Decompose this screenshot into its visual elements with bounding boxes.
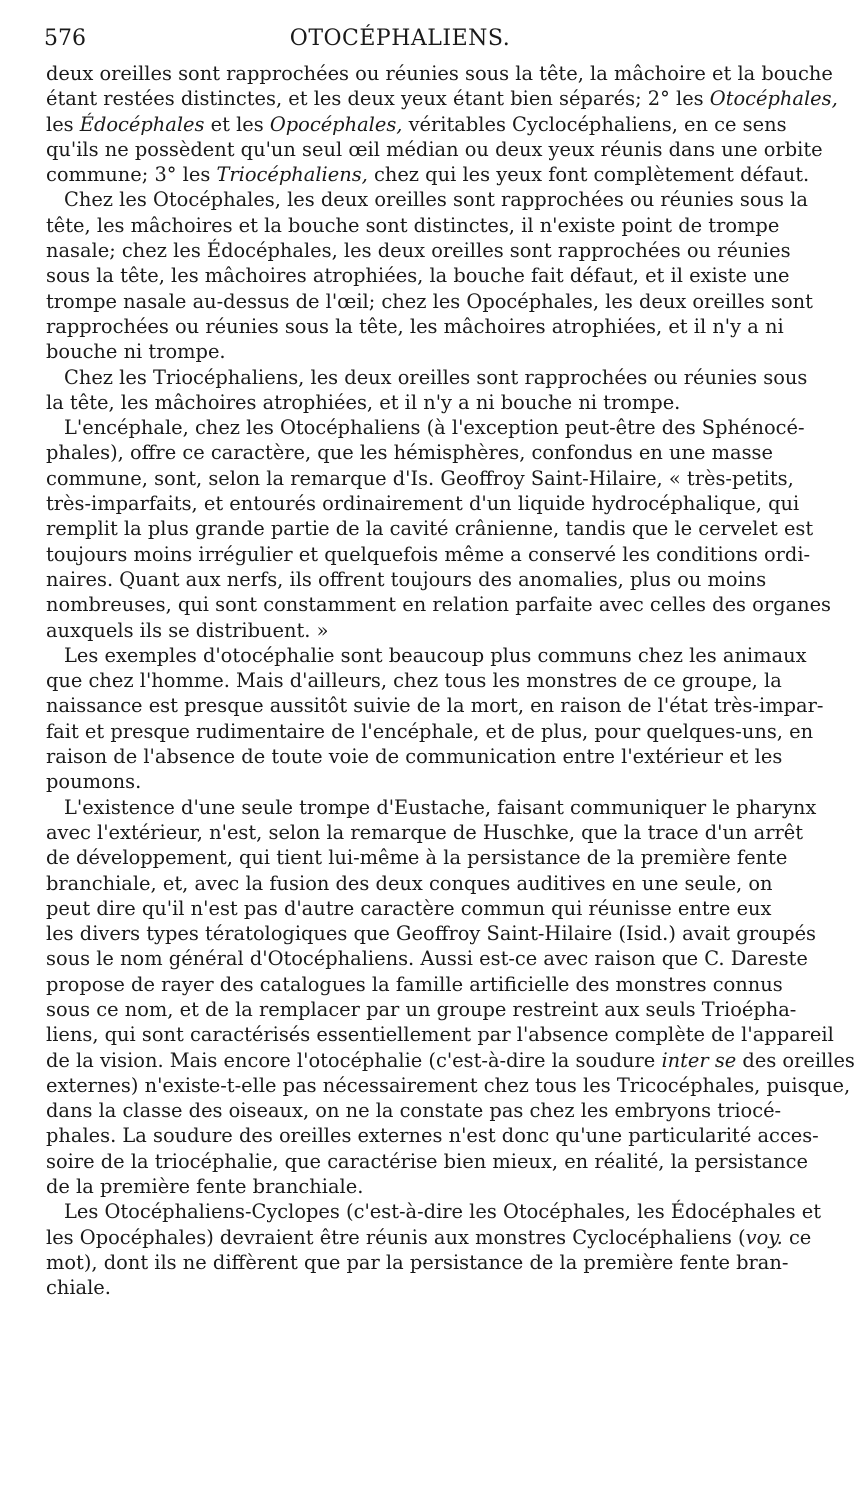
text-line: mot), dont ils ne diffèrent que par la persistance de la première fente bran- <box>46 1250 789 1274</box>
text-line: remplit la plus grande partie de la cavité crânienne, tandis que le cervelet est <box>46 517 814 541</box>
text-line: de développement, qui tient lui-même à la persistance de la première fente <box>46 846 788 870</box>
text-line: Les exemples d'otocéphalie sont beaucoup plus communs chez les animaux <box>64 643 807 667</box>
text-line: chiale. <box>46 1276 111 1300</box>
text-line: commune; 3° les Triocéphaliens, chez qui les yeux font complètement défaut. <box>46 163 810 187</box>
text-line: raison de l'absence de toute voie de communication entre l'extérieur et les <box>46 745 783 769</box>
text-line: Les Otocéphaliens-Cyclopes (c'est-à-dire les Otocéphales, les Édocéphales et <box>64 1200 821 1224</box>
text-line: propose de rayer des catalogues la famille artificielle des monstres connus <box>46 972 783 996</box>
text-line: L'existence d'une seule trompe d'Eustache, faisant communiquer le pharynx <box>64 795 817 819</box>
text-line: peut dire qu'il n'est pas d'autre caractère commun qui réunisse entre eux <box>46 896 772 920</box>
text-line: trompe nasale au-dessus de l'œil; chez les Opocéphales, les deux oreilles sont <box>46 289 813 313</box>
text-line: toujours moins irrégulier et quelquefois même a conservé les conditions ordi- <box>46 542 811 566</box>
text-line: de la vision. Mais encore l'otocéphalie (c'est-à-dire la soudure inter se des oreilles <box>46 1048 855 1072</box>
text-line: nasale; chez les Édocéphales, les deux oreilles sont rapprochées ou réunies <box>46 239 791 263</box>
text-line: sous le nom général d'Otocéphaliens. Aussi est-ce avec raison que C. Dareste <box>46 947 808 971</box>
text-line: la tête, les mâchoires atrophiées, et il n'y a ni bouche ni trompe. <box>46 390 681 414</box>
running-title: OTOCÉPHALIENS. <box>289 26 511 51</box>
text-line: L'encéphale, chez les Otocéphaliens (à l'exception peut-être des Sphénocé- <box>64 416 805 440</box>
text-line: tête, les mâchoires et la bouche sont distinctes, il n'existe point de trompe <box>46 213 780 237</box>
text-line: de la première fente branchiale. <box>46 1175 364 1199</box>
text-line: soire de la triocéphalie, que caractérise bien mieux, en réalité, la persistance <box>46 1149 808 1173</box>
text-line: sous ce nom, et de la remplacer par un groupe restreint aux seuls Trioépha- <box>46 997 797 1021</box>
text-line: Chez les Triocéphaliens, les deux oreilles sont rapprochées ou réunies sous <box>64 365 808 389</box>
text-line: nombreuses, qui sont constamment en relation parfaite avec celles des organes <box>46 593 831 617</box>
page-header <box>44 26 756 66</box>
text-line: les divers types tératologiques que Geoffroy Saint-Hilaire (Isid.) avait groupés <box>46 922 816 946</box>
text-line: que chez l'homme. Mais d'ailleurs, chez tous les monstres de ce groupe, la <box>46 669 782 693</box>
text-line: bouche ni trompe. <box>46 340 226 364</box>
text-line: qu'ils ne possèdent qu'un seul œil médian ou deux yeux réunis dans une orbite <box>46 137 823 161</box>
text-line: les Opocéphales) devraient être réunis aux monstres Cyclocéphaliens (voy. ce <box>46 1225 812 1249</box>
text-line: phales), offre ce caractère, que les hémisphères, confondus en une masse <box>46 441 773 465</box>
text-line: naires. Quant aux nerfs, ils offrent toujours des anomalies, plus ou moins <box>46 567 767 591</box>
page-number: 576 <box>44 26 86 51</box>
text-line: rapprochées ou réunies sous la tête, les mâchoires atrophiées, et il n'y a ni <box>46 314 784 338</box>
text-line: les Édocéphales et les Opocéphales, véritables Cyclocéphaliens, en ce sens <box>46 112 787 136</box>
text-line: deux oreilles sont rapprochées ou réunies sous la tête, la mâchoire et la bouche <box>46 62 833 85</box>
text-line: naissance est presque aussitôt suivie de la mort, en raison de l'état très-impar- <box>46 694 824 718</box>
text-line: poumons. <box>46 770 142 794</box>
body-text <box>46 61 855 1301</box>
text-line: étant restées distinctes, et les deux yeux étant bien séparés; 2° les Otocéphales, <box>46 87 838 111</box>
text-line: externes) n'existe-t-elle pas nécessairement chez tous les Tricocéphales, puisque, <box>46 1073 851 1097</box>
text-line: branchiale, et, avec la fusion des deux conques auditives en une seule, on <box>46 871 773 895</box>
text-line: commune, sont, selon la remarque d'Is. Geoffroy Saint-Hilaire, « très-petits, <box>46 466 794 490</box>
text-line: très-imparfaits, et entourés ordinairement d'un liquide hydrocéphalique, qui <box>46 492 800 516</box>
text-line: liens, qui sont caractérisés essentiellement par l'absence complète de l'appareil <box>46 1023 834 1047</box>
text-line: auxquels ils se distribuent. » <box>46 618 329 642</box>
text-line: avec l'extérieur, n'est, selon la remarque de Huschke, que la trace d'un arrêt <box>46 820 804 844</box>
text-line: Chez les Otocéphales, les deux oreilles sont rapprochées ou réunies sous la <box>64 188 808 212</box>
text-line: sous la tête, les mâchoires atrophiées, la bouche fait défaut, et il existe une <box>46 264 790 288</box>
text-line: fait et presque rudimentaire de l'encéphale, et de plus, pour quelques-uns, en <box>46 719 814 743</box>
text-line: dans la classe des oiseaux, on ne la constate pas chez les embryons triocé- <box>46 1099 782 1123</box>
text-line: phales. La soudure des oreilles externes n'est donc qu'une particularité acces- <box>46 1124 819 1148</box>
